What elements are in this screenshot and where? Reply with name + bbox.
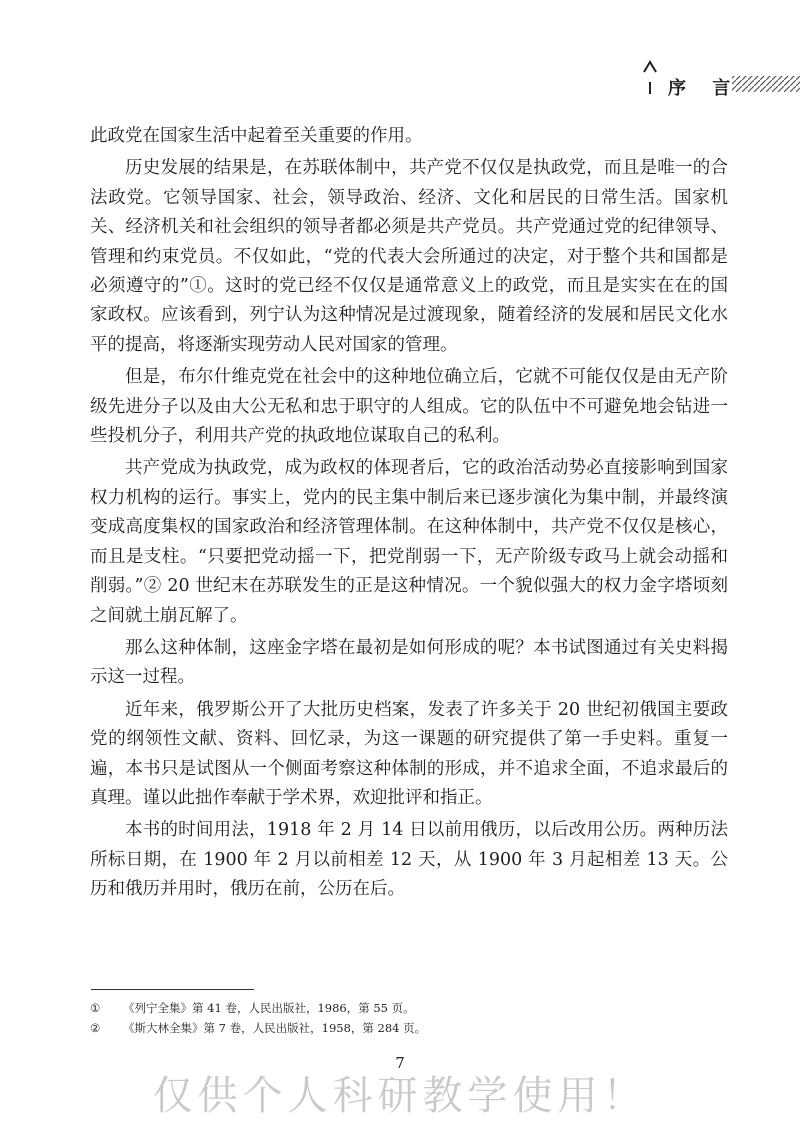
page-number: 7	[395, 1054, 405, 1072]
footnote-text: 《列宁全集》第 41 卷，人民出版社，1986，第 55 页。	[123, 1001, 415, 1015]
paragraph: 但是，布尔什维克党在社会中的这种地位确立后，它就不可能仅仅是由无产阶级先进分子以及由大公无私和忠于职守的人组成。它的队伍中不可避免地会钻进一些投机分子，利用共产党的执政地位谋取自己的私利。	[90, 367, 728, 447]
footnote-text: 《斯大林全集》第 7 卷，人民出版社，1958，第 284 页。	[123, 1021, 427, 1035]
footnote-item	[90, 998, 710, 1018]
footnote-item	[90, 1018, 710, 1038]
footnote-mark: ①	[90, 1001, 101, 1015]
footnote-mark: ②	[90, 1021, 101, 1035]
paragraph: 历史发展的结果是，在苏联体制中，共产党不仅仅是执政党，而且是唯一的合法政党。它领导国家、社会，领导政治、经济、文化和居民的日常生活。国家机关、经济机关和社会组织的领导者都必须是共产党员。共产党通过党的纪律领导、管理和约束党员。不仅如此，“党的代表大会所通过的决定，对于整个共和国都是必须遵守的”①。这时的党已经不仅仅是通常意义上的政党，而且是实实在在的国家政权。应该看到，列宁认为这种情况是过渡现象，随着经济的发展和居民文化水平的提高，将逐渐实现劳动人民对国家的管理。	[90, 158, 728, 355]
paragraph: 共产党成为执政党，成为政权的体现者后，它的政治活动势必直接影响到国家权力机构的运行。事实上，党内的民主集中制后来已逐步演化为集中制，并最终演变成高度集权的国家政治和经济管理体制。在这种体制中，共产党不仅仅是核心，而且是支柱。“只要把党动摇一下，把党削弱一下，无产阶级专政马上就会动摇和削弱。”② 20 世纪末在苏联发生的正是这种情况。一个貌似强大的权力金字塔顷刻之间就土崩瓦解了。	[90, 458, 728, 626]
watermark: 仅供个人科研教学使用！	[152, 1073, 648, 1119]
footnotes	[90, 998, 710, 1038]
footnote-divider	[91, 989, 254, 990]
main-text	[90, 122, 728, 908]
paragraph: 那么这种体制，这座金字塔在最初是如何形成的呢？本书试图通过有关史料揭示这一过程。	[90, 637, 728, 688]
paragraph: 近年来，俄罗斯公开了大批历史档案，发表了许多关于 20 世纪初俄国主要政党的纲领性文献、资料、回忆录，为这一课题的研究提供了第一手史料。重复一遍，本书只是试图从一个侧面考察这种体制的形成，并不追求全面，不追求最后的真理。谨以此拙作奉献于学术界，欢迎批评和指正。	[90, 699, 728, 808]
paragraph: 此政党在国家生活中起着至关重要的作用。	[90, 126, 423, 146]
header-title: 序 言	[668, 78, 741, 99]
paragraph: 本书的时间用法，1918 年 2 月 14 日以前用俄历，以后改用公历。两种历法所标日期，在 1900 年 2 月以前相差 12 天，从 1900 年 3 月起相差 13 天。公历和俄历并用时，俄历在前，公历在后。	[90, 820, 728, 900]
running-header	[640, 56, 800, 108]
